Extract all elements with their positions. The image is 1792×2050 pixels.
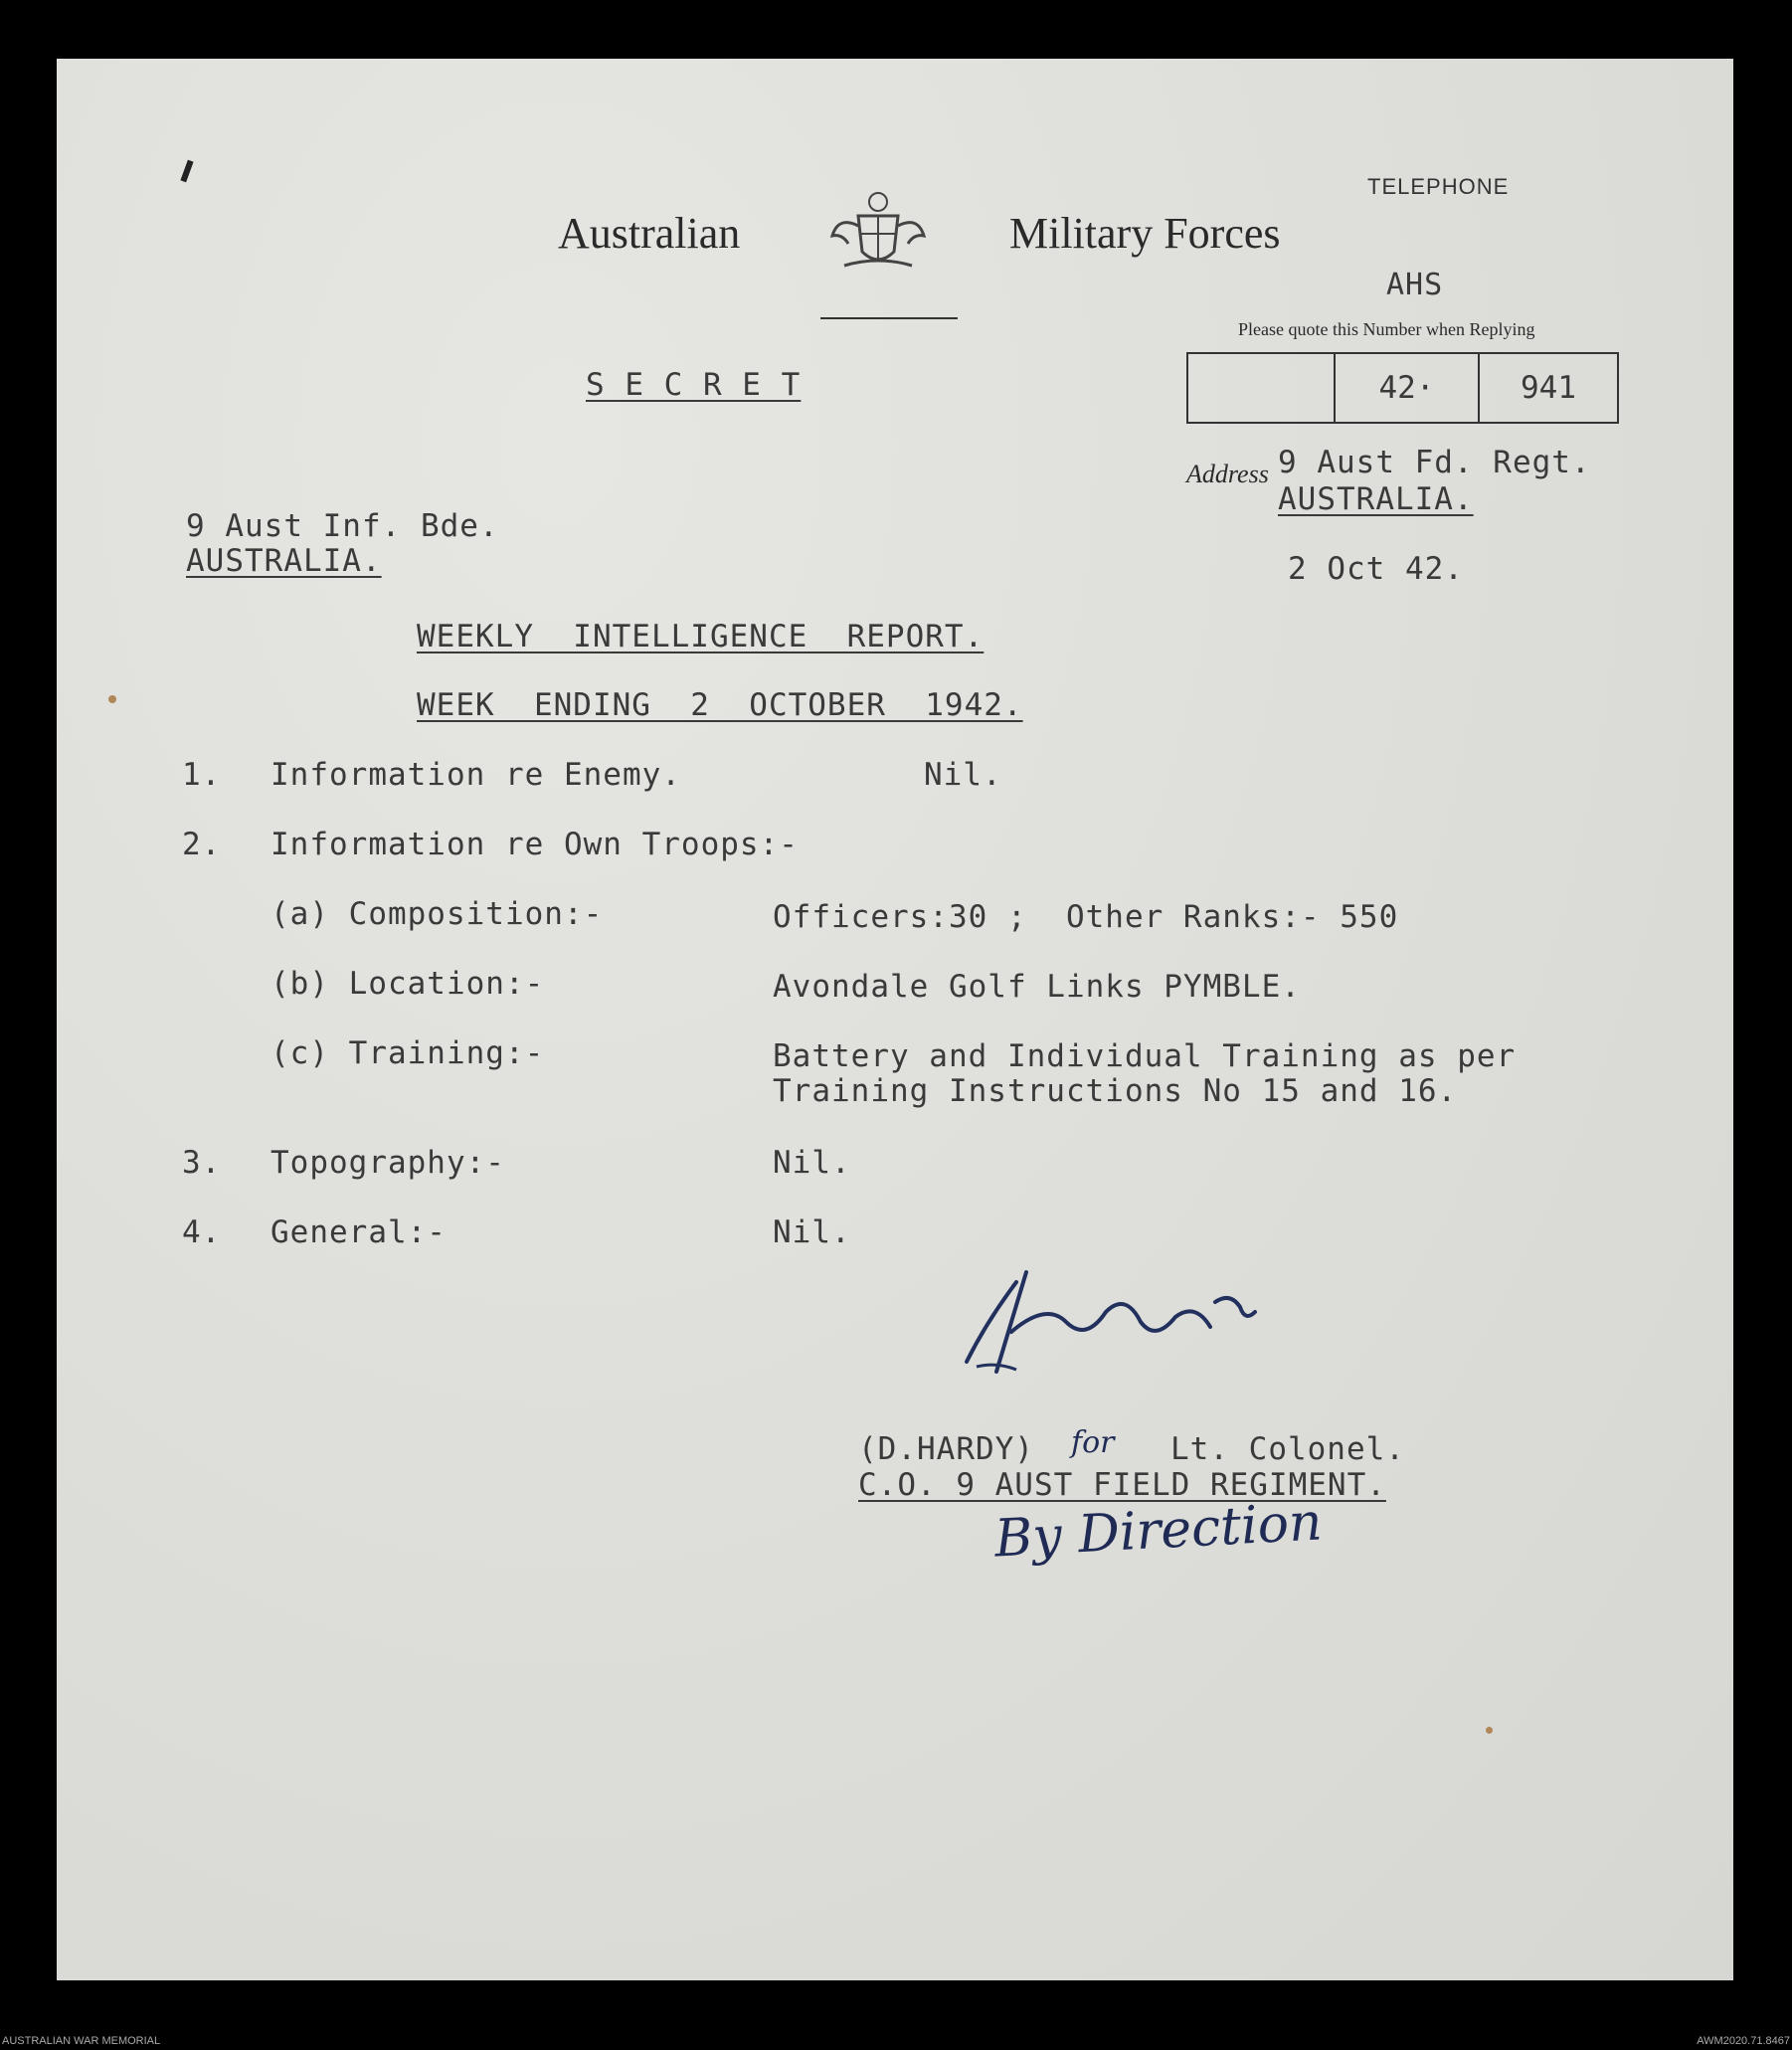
signatory-appointment: C.O. 9 AUST FIELD REGIMENT.	[858, 1467, 1386, 1503]
item-label: Topography:-	[270, 1145, 505, 1181]
reference-cell	[1188, 354, 1336, 422]
letterhead-right-word: Military Forces	[1009, 209, 1281, 258]
classification-secret: S E C R E T	[586, 367, 802, 403]
staple-mark	[180, 160, 193, 183]
letterhead-divider	[820, 317, 958, 319]
archive-reference: AWM2020.71.8467	[1697, 2035, 1790, 2047]
address-line-2: AUSTRALIA.	[1278, 481, 1474, 517]
telephone-label: TELEPHONE	[1367, 174, 1510, 199]
recipient-line-2: AUSTRALIA.	[186, 543, 382, 579]
for-mark: for	[1071, 1425, 1115, 1460]
item-label: General:-	[270, 1214, 447, 1250]
paper-spot	[108, 695, 116, 703]
document-page	[57, 59, 1733, 1980]
handwritten-signature	[957, 1262, 1285, 1392]
item-label: Information re Own Troops:-	[270, 827, 799, 862]
reference-cell: 42·	[1336, 354, 1480, 422]
signatory-name: (D.HARDY)	[858, 1431, 1034, 1467]
subitem-label: (c) Training:-	[270, 1035, 545, 1071]
subitem-value-continued: Training Instructions No 15 and 16.	[773, 1073, 1458, 1109]
reference-number-table	[1186, 352, 1619, 424]
item-value: Nil.	[773, 1145, 851, 1181]
subitem-label: (b) Location:-	[270, 966, 545, 1002]
subitem-label: (a) Composition:-	[270, 896, 604, 932]
item-number: 4.	[182, 1214, 222, 1250]
subitem-value: Officers:30 ; Other Ranks:- 550	[773, 899, 1399, 935]
reference-cell: 941	[1521, 370, 1576, 406]
signatory-rank: Lt. Colonel.	[1170, 1431, 1405, 1467]
item-label: Information re Enemy.	[270, 757, 681, 793]
paper-spot	[1486, 1727, 1493, 1734]
item-value: Nil.	[924, 757, 1002, 793]
subitem-value: Avondale Golf Links PYMBLE.	[773, 969, 1301, 1005]
recipient-line-1: 9 Aust Inf. Bde.	[186, 508, 499, 544]
telephone-value: AHS	[1386, 268, 1444, 302]
address-line-1: 9 Aust Fd. Regt.	[1278, 445, 1591, 480]
item-number: 2.	[182, 827, 222, 862]
letterhead-left-word: Australian	[558, 209, 741, 258]
item-number: 1.	[182, 757, 222, 793]
quote-instruction: Please quote this Number when Replying	[1238, 319, 1535, 339]
subitem-value: Battery and Individual Training as per	[773, 1038, 1517, 1074]
archive-credit: AUSTRALIAN WAR MEMORIAL	[2, 2035, 161, 2047]
by-direction-handwritten: By Direction	[992, 1492, 1324, 1570]
coat-of-arms-emblem	[828, 186, 928, 278]
letter-date: 2 Oct 42.	[1288, 551, 1464, 587]
item-value: Nil.	[773, 1214, 851, 1250]
address-label: Address	[1186, 460, 1269, 488]
report-title: WEEKLY INTELLIGENCE REPORT.	[417, 619, 985, 654]
report-subtitle: WEEK ENDING 2 OCTOBER 1942.	[417, 687, 1023, 723]
item-number: 3.	[182, 1145, 222, 1181]
